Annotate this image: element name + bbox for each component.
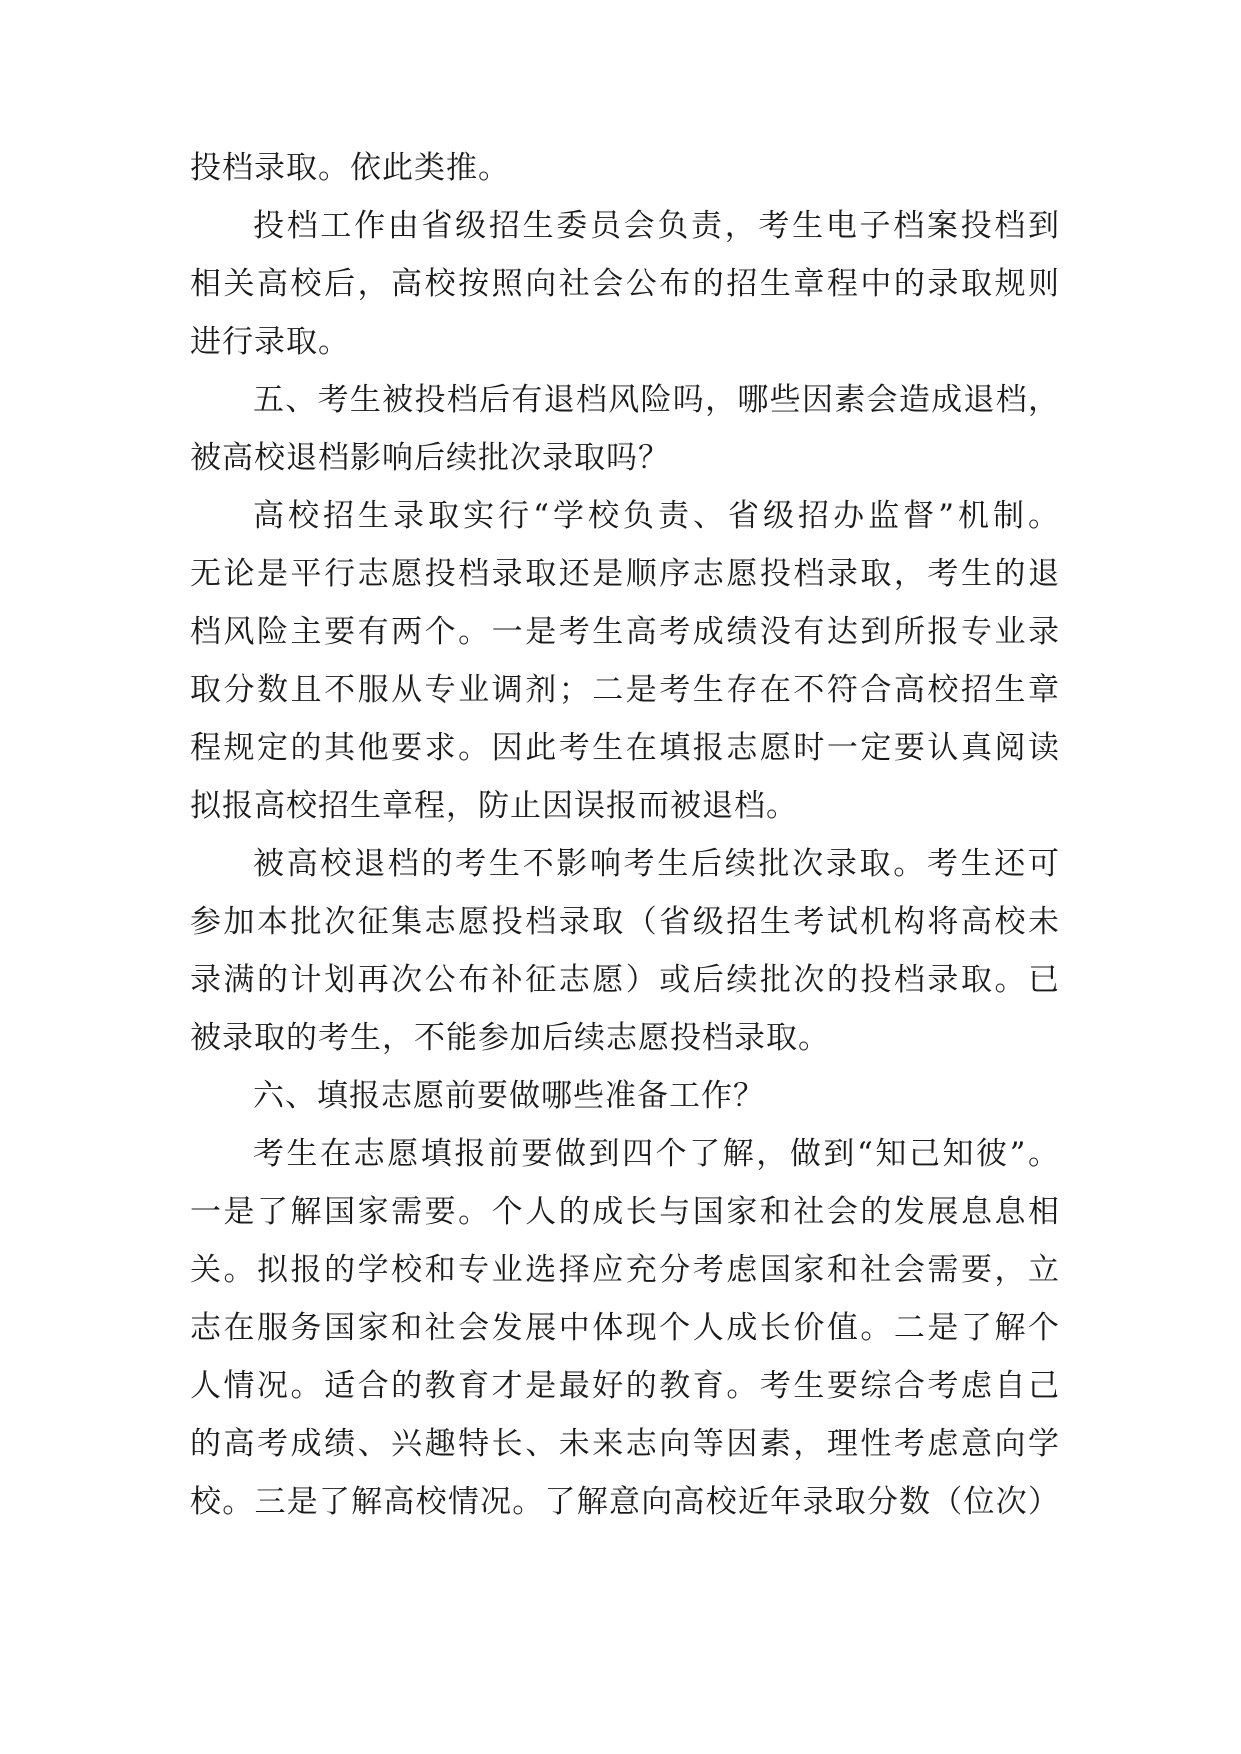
text-line: 被录取的考生，不能参加后续志愿投档录取。	[190, 1020, 830, 1056]
text-line: 录满的计划再次公布补征志愿）或后续批次的投档录取。已	[190, 962, 1060, 998]
text-line: 进行录取。	[190, 324, 350, 360]
paragraph-line: 投档工作由省级招生委员会负责，考生电子档案投档到	[253, 208, 1060, 244]
section-heading-six: 六、填报志愿前要做哪些准备工作？	[253, 1078, 765, 1114]
paragraph-line: 被高校退档的考生不影响考生后续批次录取。考生还可	[253, 846, 1060, 882]
text-line: 志在服务国家和社会发展中体现个人成长价值。二是了解个	[190, 1310, 1060, 1346]
paragraph-line: 考生在志愿填报前要做到四个了解，做到“知己知彼”。	[253, 1136, 1060, 1172]
paragraph-line: 高校招生录取实行“学校负责、省级招办监督”机制。	[253, 498, 1060, 534]
text-line: 程规定的其他要求。因此考生在填报志愿时一定要认真阅读	[190, 730, 1060, 766]
text-line: 相关高校后，高校按照向社会公布的招生章程中的录取规则	[190, 266, 1060, 302]
text-line: 取分数且不服从专业调剂；二是考生存在不符合高校招生章	[190, 672, 1060, 708]
text-line: 拟报高校招生章程，防止因误报而被退档。	[190, 788, 798, 824]
text-line: 参加本批次征集志愿投档录取（省级招生考试机构将高校未	[190, 904, 1060, 940]
text-line: 无论是平行志愿投档录取还是顺序志愿投档录取，考生的退	[190, 556, 1060, 592]
text-line: 投档录取。依此类推。	[190, 150, 510, 186]
text-line: 人情况。适合的教育才是最好的教育。考生要综合考虑自己	[190, 1368, 1060, 1404]
text-line: 的高考成绩、兴趣特长、未来志向等因素，理性考虑意向学	[190, 1426, 1060, 1462]
text-line: 一是了解国家需要。个人的成长与国家和社会的发展息息相	[190, 1194, 1060, 1230]
section-heading-five-cont: 被高校退档影响后续批次录取吗？	[190, 440, 670, 476]
text-line: 档风险主要有两个。一是考生高考成绩没有达到所报专业录	[190, 614, 1060, 650]
text-line: 关。拟报的学校和专业选择应充分考虑国家和社会需要，立	[190, 1252, 1060, 1288]
section-heading-five: 五、考生被投档后有退档风险吗，哪些因素会造成退档，	[253, 382, 1060, 418]
text-line: 校。三是了解高校情况。了解意向高校近年录取分数（位次）	[190, 1484, 1060, 1520]
